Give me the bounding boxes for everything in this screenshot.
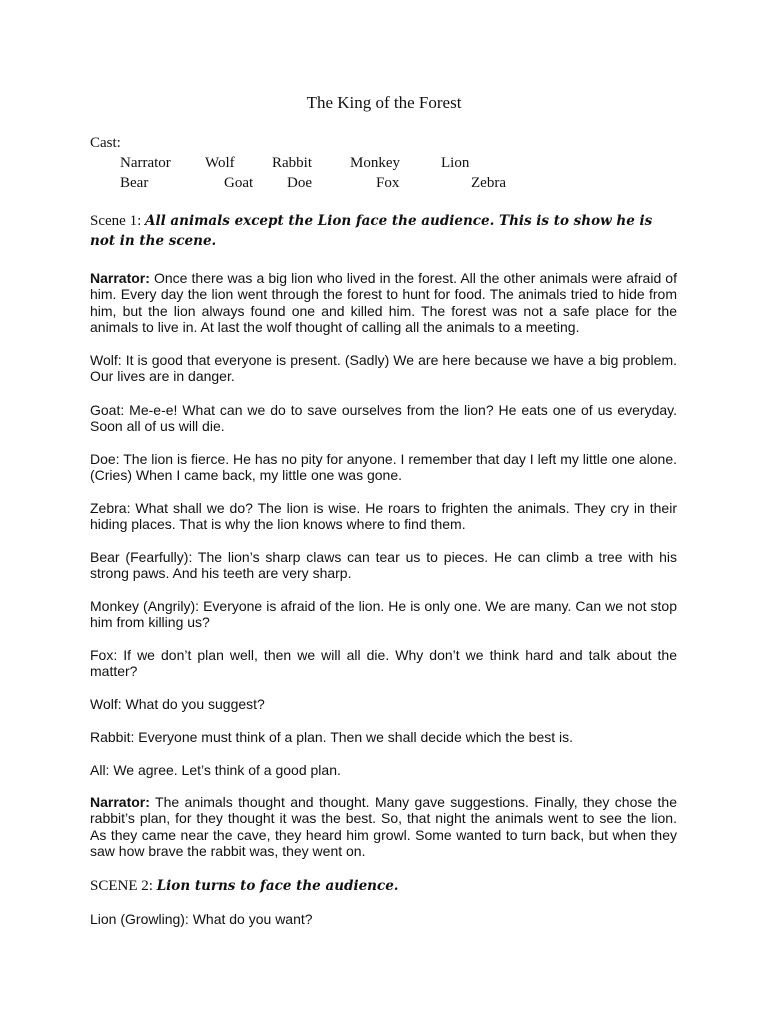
scene-2-direction: Lion turns to face the audience. bbox=[156, 878, 399, 894]
dialogue-text: Lion (Growling): What do you want? bbox=[90, 911, 313, 927]
dialogue-paragraph bbox=[90, 598, 677, 631]
play-title: The King of the Forest bbox=[306, 93, 462, 112]
dialogue-text: Once there was a big lion who lived in the forest. All the other animals were afraid of him. Every day the lion went through the forest to hunt for food. The animals tried to hide from him, but the lion always found one and killed him. The forest was not a safe place for the animals to live in. At last the wolf thought of calling all the animals to a meeting. bbox=[90, 270, 677, 335]
dialogue-text: Wolf: It is good that everyone is present. (Sadly) We are here because we have a big problem. Our lives are in danger. bbox=[90, 352, 677, 385]
cast-name-narrator: Narrator bbox=[120, 155, 171, 171]
cast-name-bear: Bear bbox=[120, 175, 149, 191]
dialogue-paragraph bbox=[90, 402, 677, 435]
speaker-name: Narrator: bbox=[90, 794, 150, 810]
cast-name-fox: Fox bbox=[376, 175, 400, 191]
dialogue-text: The animals thought and thought. Many gave suggestions. Finally, they chose the rabbit’s plan, for they thought it was the best. So, that night the animals went to see the lion. As they came near the cave, they heard him growl. Some wanted to turn back, but when they saw how brave the rabbit was, they went on. bbox=[90, 794, 677, 859]
speaker-name: Narrator: bbox=[90, 270, 150, 286]
dialogue-text: Doe: The lion is fierce. He has no pity for anyone. I remember that day I left my little one alone. (Cries) When I came back, my little one was gone. bbox=[90, 451, 677, 484]
dialogue-paragraph bbox=[90, 500, 677, 533]
scene-1-direction: All animals except the Lion face the audience. This is to show he is not in the scene. bbox=[90, 213, 653, 249]
dialogue-text: Goat: Me-e-e! What can we do to save ourselves from the lion? He eats one of us everyday. Soon all of us will die. bbox=[90, 402, 677, 435]
dialogue-text: All: We agree. Let’s think of a good plan. bbox=[90, 762, 341, 778]
dialogue-text: Fox: If we don’t plan well, then we will all die. Why don’t we think hard and talk about the matter? bbox=[90, 647, 677, 680]
dialogue-text: Rabbit: Everyone must think of a plan. Then we shall decide which the best is. bbox=[90, 729, 574, 745]
scene-2-label: SCENE 2: bbox=[90, 878, 157, 894]
cast-name-monkey: Monkey bbox=[350, 155, 400, 171]
dialogue-paragraph bbox=[90, 911, 677, 927]
dialogue-text: Bear (Fearfully): The lion’s sharp claws can tear us to pieces. He can climb a tree with his strong paws. And his teeth are very sharp. bbox=[90, 549, 677, 582]
dialogue-text: Wolf: What do you suggest? bbox=[90, 696, 265, 712]
dialogue-paragraph bbox=[90, 729, 677, 745]
dialogue-text: Monkey (Angrily): Everyone is afraid of the lion. He is only one. We are many. Can we not stop him from killing us? bbox=[90, 598, 677, 631]
scene-1-label: Scene 1: bbox=[90, 213, 145, 229]
dialogue-paragraph bbox=[90, 794, 677, 859]
dialogue-paragraph bbox=[90, 352, 677, 385]
cast-name-doe: Doe bbox=[287, 175, 312, 191]
cast-name-rabbit: Rabbit bbox=[272, 155, 312, 171]
cast-name-zebra: Zebra bbox=[471, 175, 506, 191]
dialogue-paragraph bbox=[90, 549, 677, 582]
dialogue-paragraph bbox=[90, 696, 677, 712]
scene-2-heading bbox=[90, 876, 677, 896]
scene-1-heading bbox=[90, 211, 677, 251]
cast-name-lion: Lion bbox=[441, 155, 470, 171]
dialogue-paragraph bbox=[90, 451, 677, 484]
dialogue-paragraph bbox=[90, 647, 677, 680]
cast-label: Cast: bbox=[90, 135, 121, 151]
dialogue-paragraph bbox=[90, 270, 677, 335]
cast-name-goat: Goat bbox=[224, 175, 254, 191]
cast-name-wolf: Wolf bbox=[205, 155, 235, 171]
dialogue-text: Zebra: What shall we do? The lion is wise. He roars to frighten the animals. They cry in their hiding places. That is why the lion knows where to find them. bbox=[90, 500, 677, 533]
dialogue-paragraph bbox=[90, 762, 677, 778]
